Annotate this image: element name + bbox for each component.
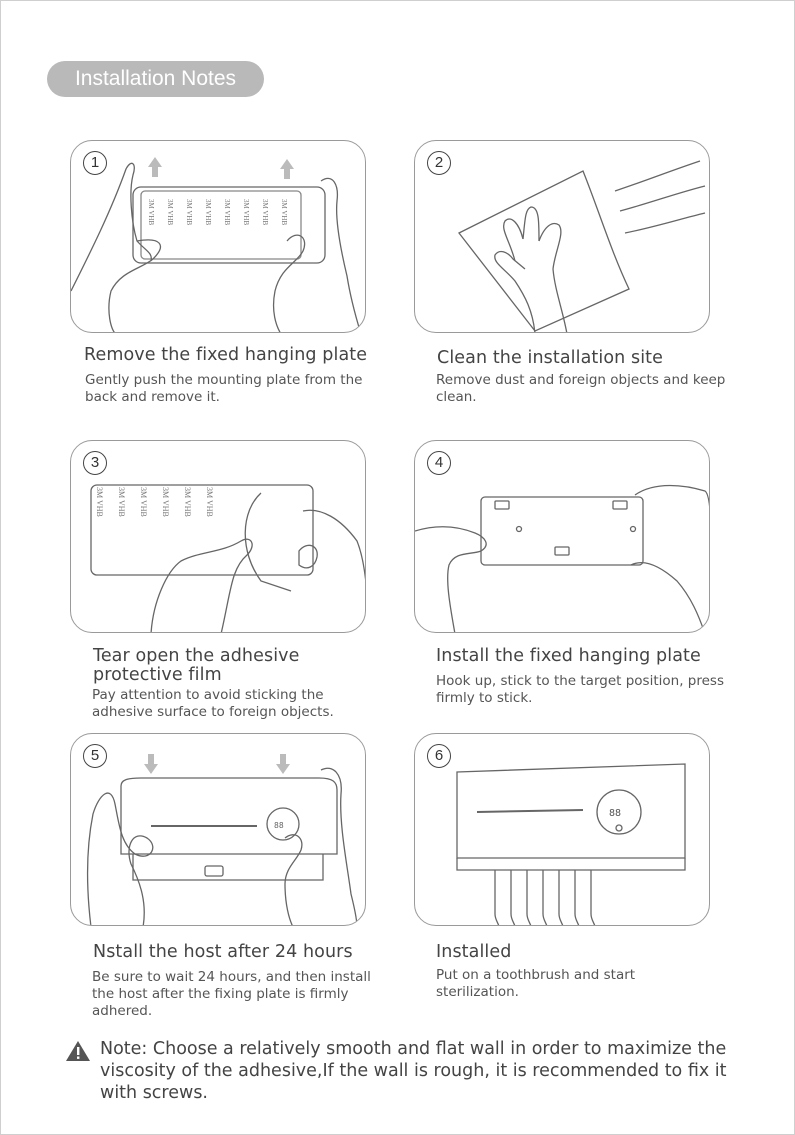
section-header: Installation Notes	[47, 61, 264, 97]
step-4-title: Install the fixed hanging plate	[436, 646, 701, 666]
step-1-panel	[70, 140, 366, 333]
step-6-description: Put on a toothbrush and start sterilization.	[436, 967, 636, 1000]
step-number: 4	[427, 451, 451, 475]
step-2-description: Remove dust and foreign objects and keep clean.	[436, 372, 726, 405]
step-3-description: Pay attention to avoid sticking the adhesive surface to foreign objects.	[92, 687, 334, 720]
step-1-description: Gently push the mounting plate from the back and remove it.	[85, 372, 363, 405]
step-3-illustration	[71, 441, 366, 633]
step-number: 6	[427, 744, 451, 768]
step-6-panel	[414, 733, 710, 926]
display-digits: 88	[609, 808, 622, 819]
tape-label: 3M VHB	[139, 487, 148, 517]
tape-label: 3M VHB	[147, 199, 155, 226]
display-digits: 88	[274, 821, 284, 830]
step-2-illustration	[415, 141, 710, 333]
step-1-title: Remove the fixed hanging plate	[84, 345, 368, 365]
step-number: 3	[83, 451, 107, 475]
step-6-title: Installed	[436, 942, 512, 962]
tape-label: 3M VHB	[166, 199, 174, 226]
tape-label: 3M VHB	[185, 199, 193, 226]
tape-label: 3M VHB	[280, 199, 288, 226]
step-number: 5	[83, 744, 107, 768]
step-number: 1	[83, 151, 107, 175]
note-text: Note: Choose a relatively smooth and flat wall in order to maximize the viscosity of the adhesive,If the wall is rough, it is recommended to fix it with screws.	[100, 1039, 727, 1103]
step-3-panel	[70, 440, 366, 633]
tape-label: 3M VHB	[161, 487, 170, 517]
tape-label: 3M VHB	[261, 199, 269, 226]
step-2-title: Clean the installation site	[437, 348, 664, 368]
tape-label: 3M VHB	[183, 487, 192, 517]
step-5-illustration	[71, 734, 366, 926]
step-5-panel	[70, 733, 366, 926]
tape-label: 3M VHB	[242, 199, 250, 226]
step-4-illustration	[415, 441, 710, 633]
step-4-description: Hook up, stick to the target position, press firmly to stick.	[436, 673, 724, 706]
tape-label: 3M VHB	[117, 487, 126, 517]
step-1-illustration	[71, 141, 366, 333]
warning-icon	[65, 1040, 91, 1062]
tape-label: 3M VHB	[223, 199, 231, 226]
step-3-title: Tear open the adhesive protective film	[93, 646, 300, 685]
tape-label: 3M VHB	[204, 199, 212, 226]
tape-label: 3M VHB	[205, 487, 214, 517]
step-2-panel	[414, 140, 710, 333]
step-5-description: Be sure to wait 24 hours, and then install the host after the fixing plate is firmly adhered.	[92, 969, 371, 1019]
step-number: 2	[427, 151, 451, 175]
step-4-panel	[414, 440, 710, 633]
step-5-title: Nstall the host after 24 hours	[93, 942, 353, 962]
step-6-illustration	[415, 734, 710, 926]
tape-label: 3M VHB	[95, 487, 104, 517]
